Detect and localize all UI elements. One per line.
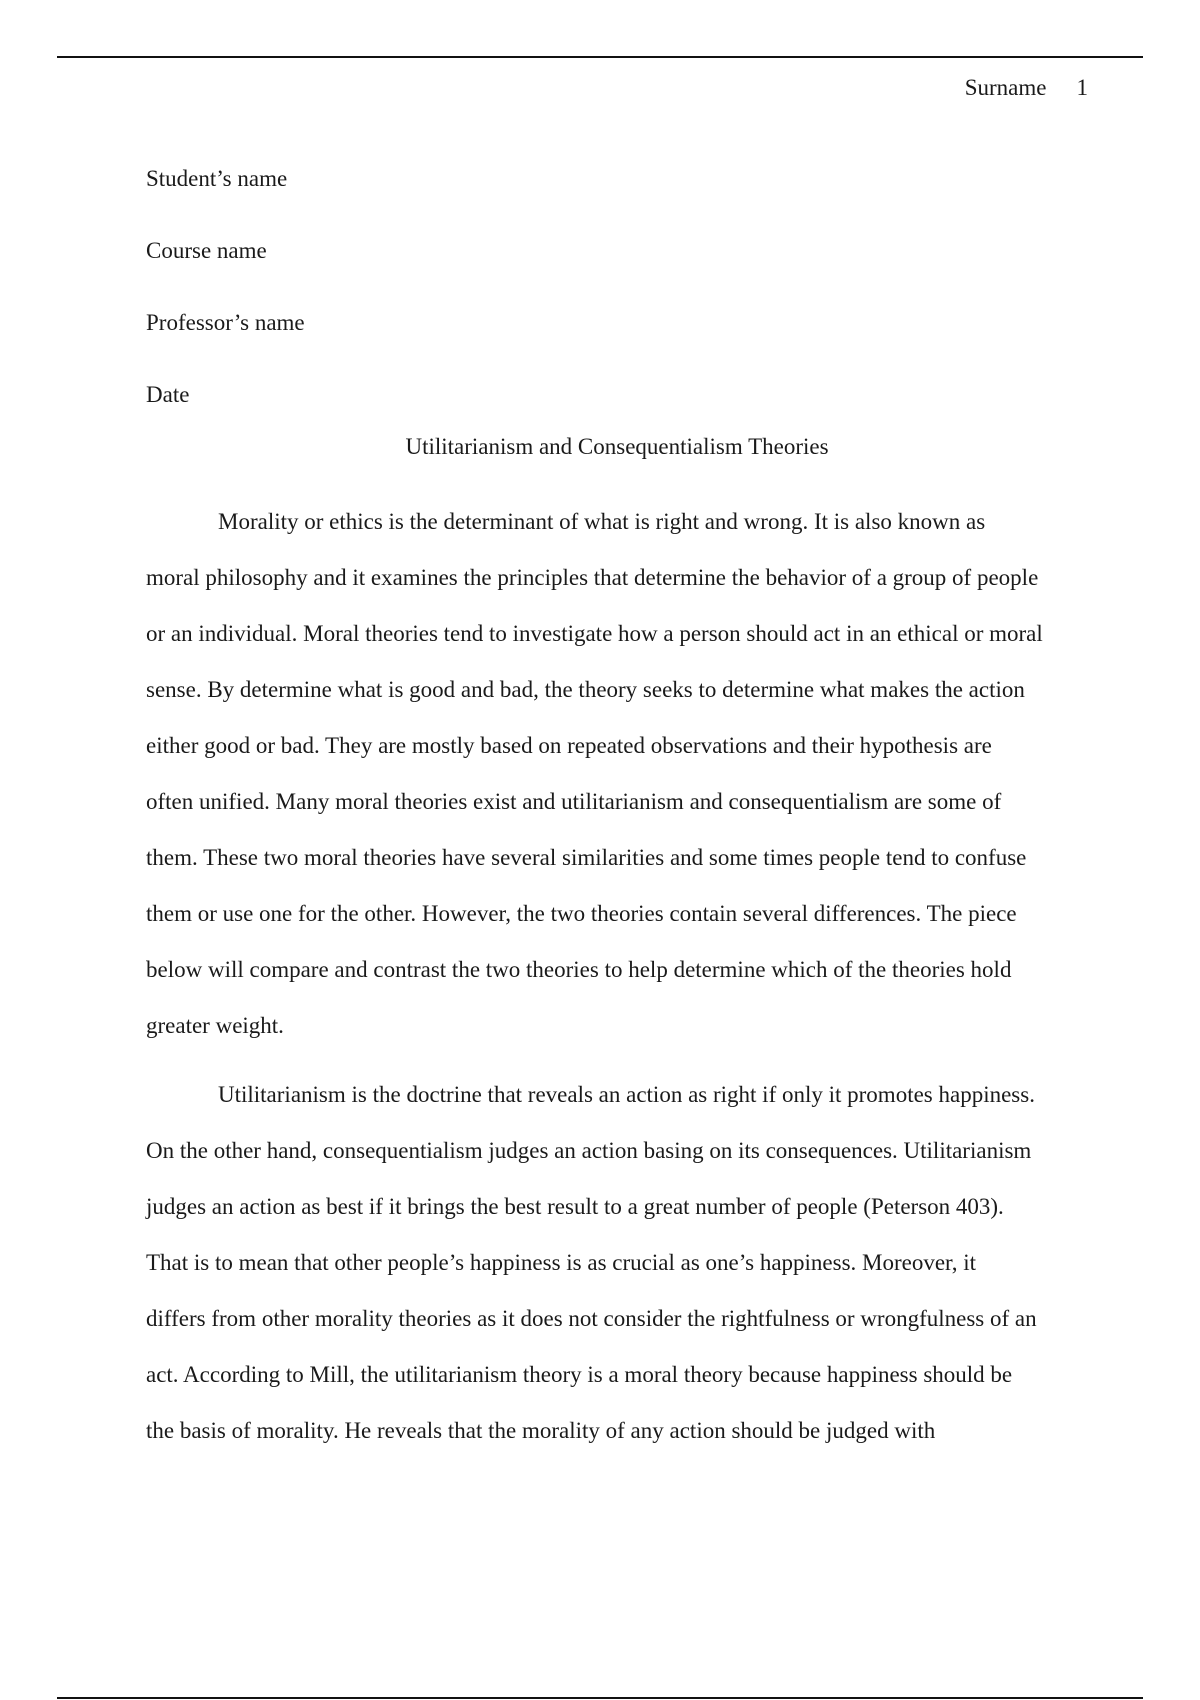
- paragraph-line: greater weight.: [146, 1013, 284, 1038]
- paragraph-line: act. According to Mill, the utilitarianism theory is a moral theory because happiness should be: [146, 1362, 1013, 1387]
- running-header: [965, 74, 1088, 102]
- paragraph-line: judges an action as best if it brings the best result to a great number of people (Peterson 403).: [146, 1194, 1004, 1219]
- bottom-border-rule: [57, 1697, 1143, 1699]
- paragraph-line: them. These two moral theories have several similarities and some times people tend to confuse: [146, 845, 1027, 870]
- student-name: Student’s name: [146, 166, 288, 191]
- paragraph-line: That is to mean that other people’s happiness is as crucial as one’s happiness. Moreover, it: [146, 1250, 977, 1275]
- header-surname: Surname: [964, 75, 1047, 100]
- document-page: [146, 0, 1088, 1700]
- header-page-number: 1: [1076, 75, 1088, 100]
- paragraph-line: either good or bad. They are mostly based on repeated observations and their hypothesis are: [146, 733, 992, 758]
- paragraph: [146, 1067, 1088, 1459]
- paragraph: [146, 494, 1088, 1054]
- paragraph-line: On the other hand, consequentialism judges an action basing on its consequences. Utilitarianism: [146, 1138, 1032, 1163]
- paragraph-line: sense. By determine what is good and bad, the theory seeks to determine what makes the action: [146, 677, 1025, 702]
- mla-heading: [146, 143, 1088, 431]
- course-name: Course name: [146, 238, 267, 263]
- professor-name: Professor’s name: [146, 310, 305, 335]
- paragraph-line: often unified. Many moral theories exist and utilitarianism and consequentialism are some of: [146, 789, 1002, 814]
- paragraph-line: below will compare and contrast the two theories to help determine which of the theories hold: [146, 957, 1012, 982]
- paragraph-line: Utilitarianism is the doctrine that reveals an action as right if only it promotes happiness.: [218, 1082, 1035, 1107]
- paragraph-line: differs from other morality theories as it does not consider the rightfulness or wrongfulness of an: [146, 1306, 1037, 1331]
- paragraph-line: the basis of morality. He reveals that the morality of any action should be judged with: [146, 1418, 936, 1443]
- paragraph-line: moral philosophy and it examines the principles that determine the behavior of a group of people: [146, 565, 1039, 590]
- paragraph-line: or an individual. Moral theories tend to investigate how a person should act in an ethical or moral: [146, 621, 1043, 646]
- paragraph-line: them or use one for the other. However, the two theories contain several differences. The piece: [146, 901, 1017, 926]
- document-title: Utilitarianism and Consequentialism Theories: [405, 434, 829, 459]
- date: Date: [146, 382, 190, 407]
- paragraph-line: Morality or ethics is the determinant of what is right and wrong. It is also known as: [218, 509, 986, 534]
